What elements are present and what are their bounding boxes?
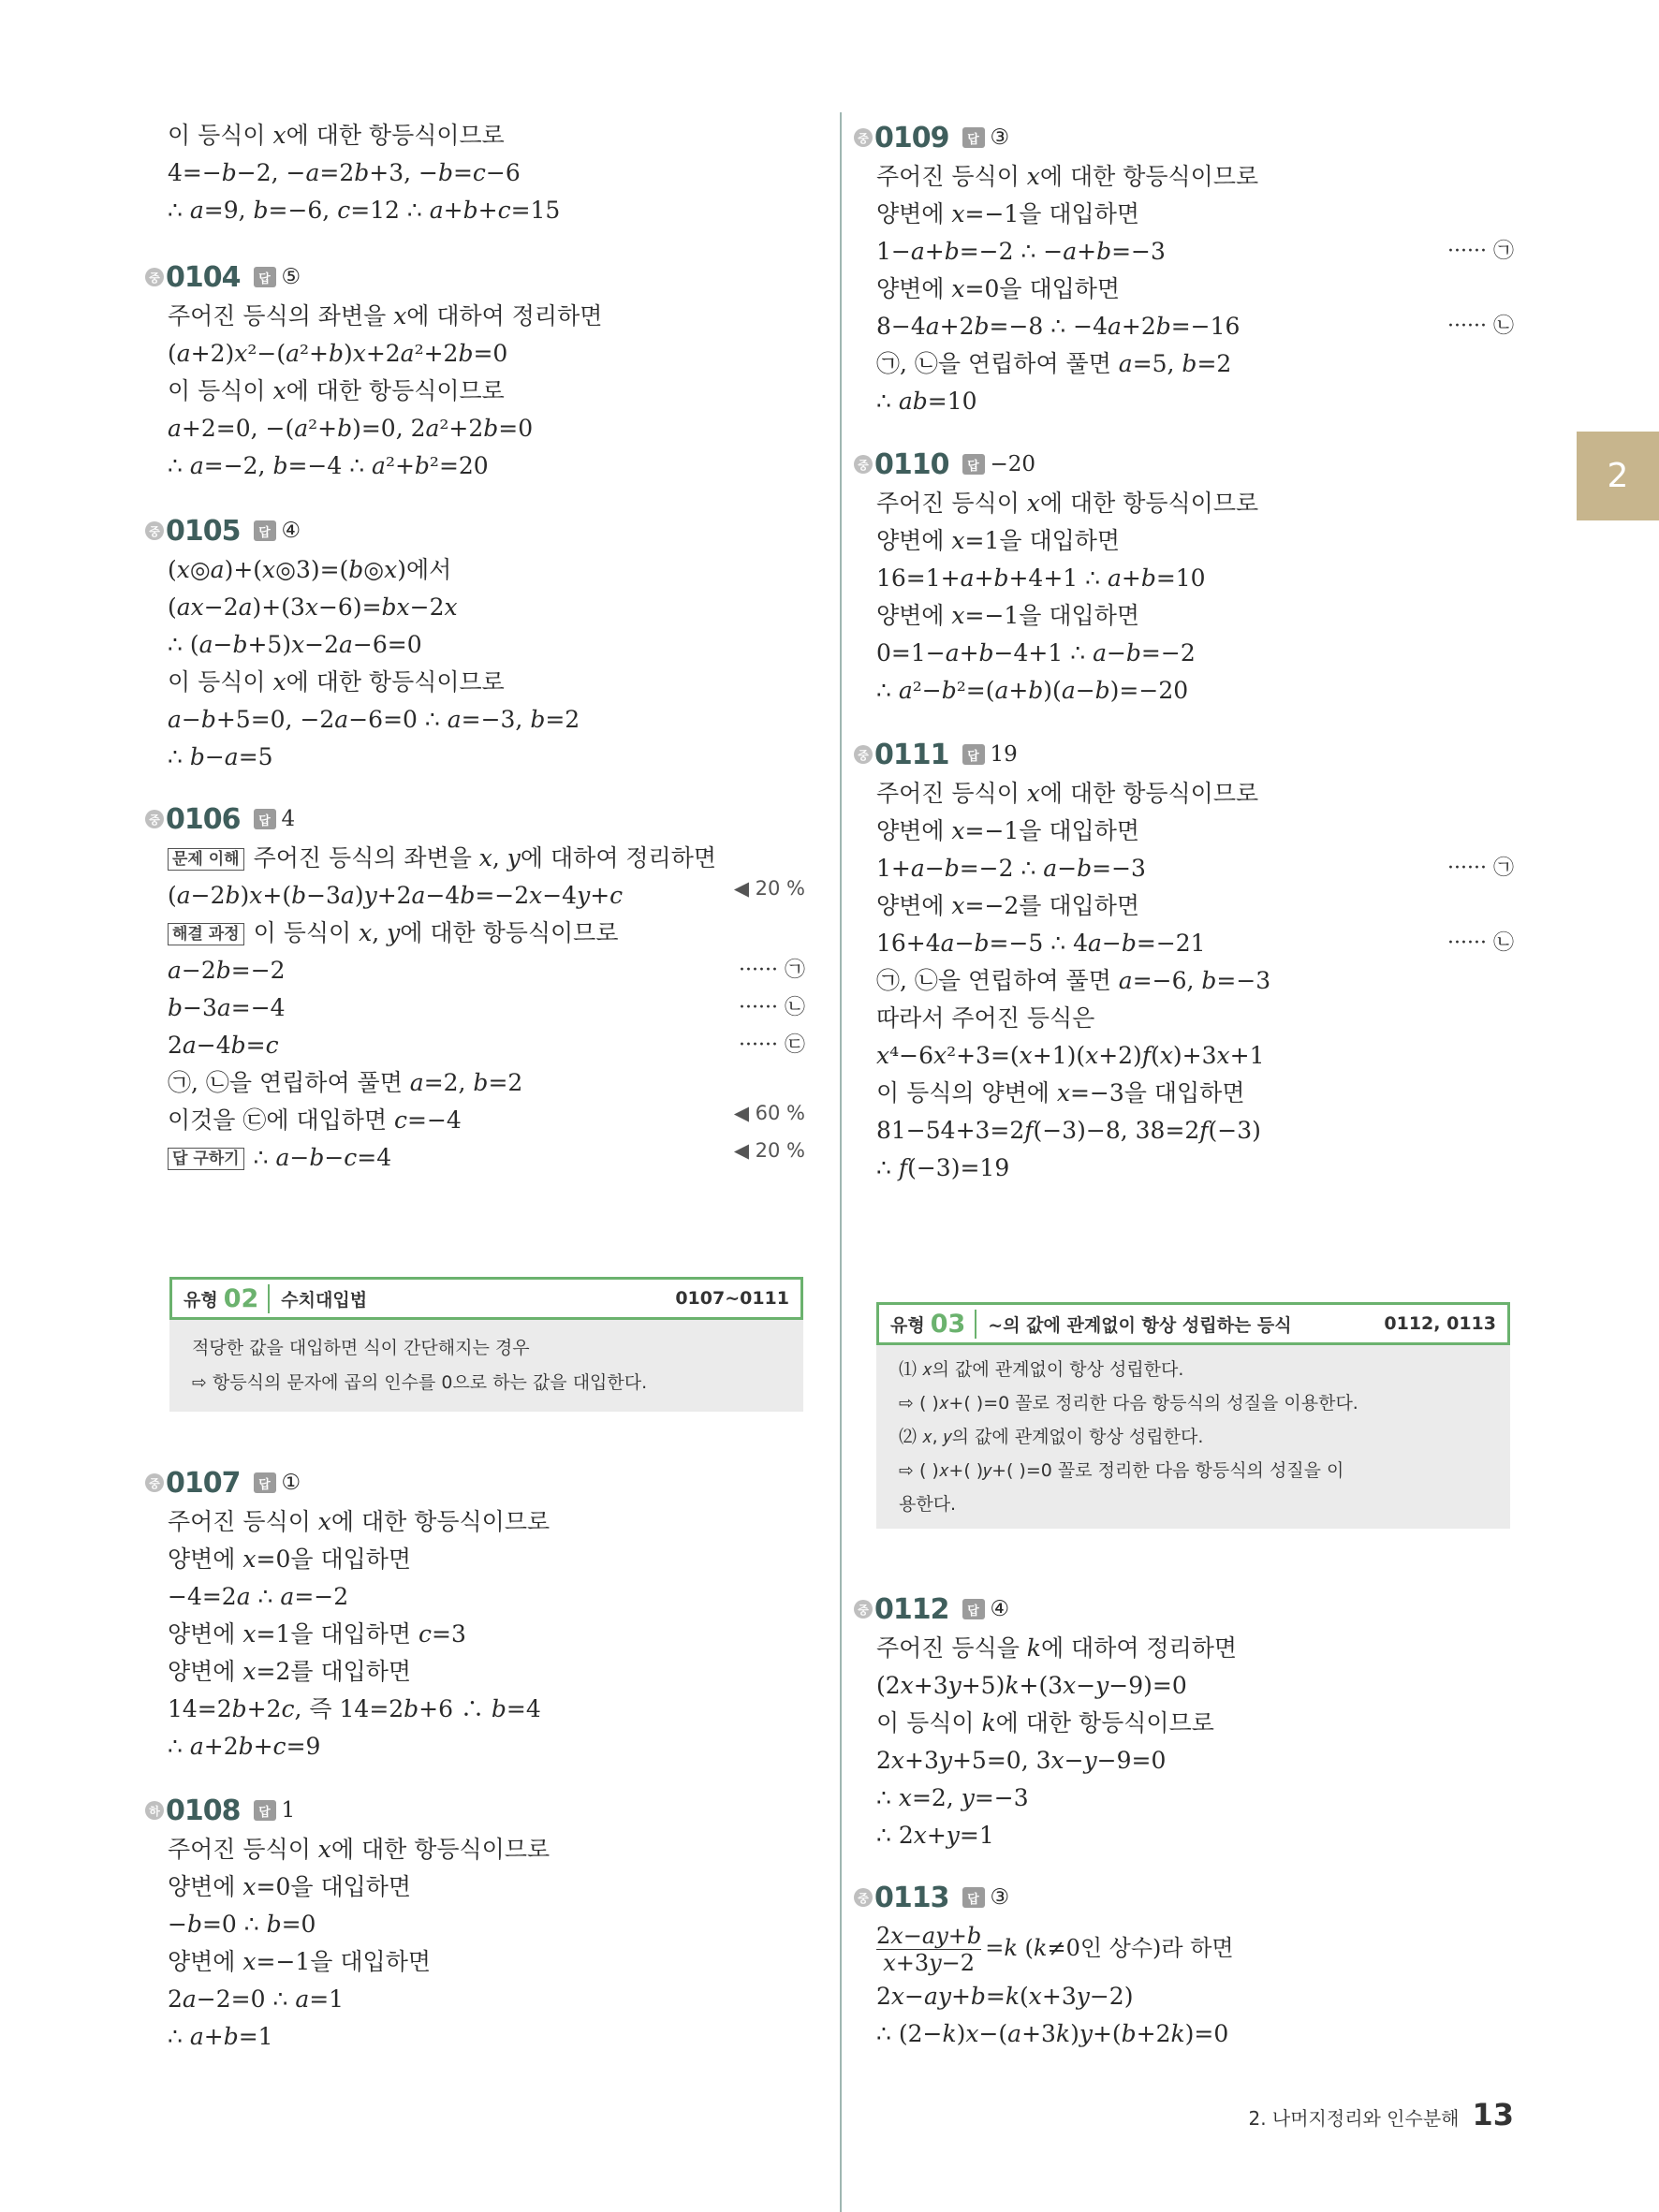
solution-line [145, 840, 805, 877]
solution-line: ∴ 𝑥=2, 𝑦=−3 [876, 1784, 1029, 1811]
solution-line: 양변에 𝑥=1을 대입하면 [876, 527, 1121, 554]
solution-line: ∴ 𝑎+2𝑏+𝑐=9 [168, 1733, 321, 1760]
step-text: (𝑎−2𝑏)𝑥+(𝑏−3𝑎)𝑦+2𝑎−4𝑏=−2𝑥−4𝑦+𝑐 [168, 882, 624, 909]
solution-line: ∴ 𝑎=−2, 𝑏=−4 ∴ 𝑎²+𝑏²=20 [168, 452, 489, 479]
page-number: 13 [1472, 2097, 1514, 2132]
problem-0112 [854, 1589, 1514, 1854]
answer-value: ③ [990, 125, 1010, 150]
solution-line: (𝑎+2)𝑥²−(𝑎²+𝑏)𝑥+2𝑎²+2𝑏=0 [168, 340, 508, 367]
problem-0105 [145, 510, 805, 776]
solution-line: 𝑎−𝑏+5=0, −2𝑎−6=0 ∴ 𝑎=−3, 𝑏=2 [168, 706, 580, 733]
solution-line: 양변에 𝑥=2를 대입하면 [168, 1658, 412, 1685]
answer-value: ④ [281, 519, 301, 543]
problem-number: 0105 [166, 514, 241, 548]
solution-line: 주어진 등식을 𝑘에 대하여 정리하면 [876, 1634, 1238, 1662]
answer-tag: 답 [254, 267, 276, 287]
solution-line: 81−54+3=2𝑓(−3)−8, 38=2𝑓(−3) [876, 1117, 1261, 1144]
solution-line: 0=1−𝑎+𝑏−4+1 ∴ 𝑎−𝑏=−2 [876, 639, 1196, 667]
answer-value: 4 [281, 807, 296, 831]
answer-tag: 답 [962, 1599, 985, 1619]
fraction-denominator: 𝑥+3𝑦−2 [883, 1950, 976, 1976]
solution-line: ∴ (𝑎−𝑏+5)𝑥−2𝑎−6=0 [168, 631, 422, 658]
type-range: 0107~0111 [675, 1288, 789, 1309]
type-body-line: ⇨ 항등식의 문자에 곱의 인수를 0으로 하는 값을 대입한다. [192, 1372, 648, 1393]
column-divider [840, 112, 842, 2212]
problem-number: 0111 [874, 738, 949, 771]
problem-0111 [854, 734, 1514, 1187]
type-number: 03 [931, 1310, 977, 1339]
solution-line: 양변에 𝑥=0을 대입하면 [876, 275, 1121, 302]
solution-line: 14=2𝑏+2𝑐, 즉 14=2𝑏+6 ∴ 𝑏=4 [168, 1695, 541, 1722]
solution-line: 양변에 𝑥=−2를 대입하면 [876, 892, 1139, 919]
difficulty-badge: 중 [145, 268, 164, 286]
answer-tag: 답 [962, 1887, 985, 1908]
solution-line: ∴ 𝑓(−3)=19 [876, 1154, 1010, 1181]
problem-header [145, 798, 805, 840]
problem-header [854, 734, 1514, 775]
difficulty-badge: 중 [145, 521, 164, 540]
problem-number: 0112 [874, 1592, 949, 1626]
type-header [876, 1302, 1510, 1345]
equation-marker: ······ ㉢ [739, 1033, 805, 1057]
solution-line: 2𝑥−𝑎𝑦+𝑏=𝑘(𝑥+3𝑦−2) [876, 1983, 1134, 2010]
type-body-line: ⇨ ( )𝑥+( )𝑦+( )=0 꼴로 정리한 다음 항등식의 성질을 이 [899, 1460, 1344, 1481]
score-percent: ◀ 20 % [733, 877, 805, 900]
type-title: ~의 값에 관계없이 항상 성립하는 등식 [988, 1314, 1292, 1336]
type-body-line: 적당한 값을 대입하면 식이 간단해지는 경우 [192, 1338, 530, 1358]
step-text: 주어진 등식의 좌변을 𝑥, 𝑦에 대하여 정리하면 [253, 844, 717, 872]
solution-line: −𝑏=0 ∴ 𝑏=0 [168, 1911, 316, 1938]
difficulty-badge: 중 [854, 455, 873, 474]
answer-value: ① [281, 1471, 301, 1495]
equation-marker: ······ ㉡ [1447, 315, 1514, 338]
solution-line: 양변에 𝑥=−1을 대입하면 [876, 602, 1139, 629]
solution-line: 이 등식이 𝑥에 대한 항등식이므로 [168, 122, 505, 149]
solution-line [854, 308, 1514, 345]
solution-line [854, 925, 1514, 962]
solution-line: 16=1+𝑎+𝑏+4+1 ∴ 𝑎+𝑏=10 [876, 564, 1206, 592]
problem-0106 [145, 798, 805, 1177]
solution-line [145, 952, 805, 989]
step-text: 𝑏−3𝑎=−4 [168, 994, 286, 1021]
equation-marker: ······ ㉠ [739, 959, 805, 982]
solution-line: 주어진 등식이 𝑥에 대한 항등식이므로 [876, 490, 1259, 517]
solution-line: 주어진 등식이 𝑥에 대한 항등식이므로 [876, 780, 1259, 807]
score-percent: ◀ 20 % [733, 1139, 805, 1162]
solution-line: ∴ 𝑎𝑏=10 [876, 388, 977, 415]
step-label: 문제 이해 [168, 848, 244, 871]
problem-header [145, 1462, 805, 1503]
difficulty-badge: 중 [145, 1473, 164, 1492]
step-text: ∴ 𝑎−𝑏−𝑐=4 [253, 1144, 392, 1171]
solution-line [145, 1139, 805, 1177]
answer-value: 19 [990, 742, 1018, 767]
answer-value: ④ [990, 1597, 1010, 1621]
solution-line: 𝑥⁴−6𝑥²+3=(𝑥+1)(𝑥+2)𝑓(𝑥)+3𝑥+1 [876, 1042, 1265, 1069]
solution-line: 2𝑥+3𝑦+5=0, 3𝑥−𝑦−9=0 [876, 1747, 1167, 1774]
type-body [876, 1345, 1510, 1529]
answer-tag: 답 [962, 127, 985, 148]
difficulty-badge: 중 [854, 1888, 873, 1907]
answer-tag: 답 [254, 1472, 276, 1493]
solution-line [854, 850, 1514, 887]
solution-line: ∴ 𝑎=9, 𝑏=−6, 𝑐=12 ∴ 𝑎+𝑏+𝑐=15 [168, 197, 561, 224]
solution-line: ㉠, ㉡을 연립하여 풀면 𝑎=2, 𝑏=2 [168, 1069, 523, 1096]
solution-line: ∴ 𝑏−𝑎=5 [168, 743, 273, 770]
solution-line: 양변에 𝑥=1을 대입하면 𝑐=3 [168, 1620, 466, 1648]
difficulty-badge: 중 [854, 1600, 873, 1619]
solution-line: ∴ 𝑎²−𝑏²=(𝑎+𝑏)(𝑎−𝑏)=−20 [876, 677, 1189, 704]
problem-number: 0104 [166, 260, 241, 294]
problem-header [145, 256, 805, 298]
solution-line: 주어진 등식이 𝑥에 대한 항등식이므로 [168, 1508, 551, 1535]
solution-line: 이 등식이 𝑘에 대한 항등식이므로 [876, 1709, 1214, 1736]
solution-line [145, 989, 805, 1027]
solution-line: 4=−𝑏−2, −𝑎=2𝑏+3, −𝑏=𝑐−6 [168, 159, 521, 186]
solution-line: 양변에 𝑥=0을 대입하면 [168, 1545, 412, 1573]
problem-0113 [854, 1877, 1514, 2053]
step-text: 1−𝑎+𝑏=−2 ∴ −𝑎+𝑏=−3 [876, 238, 1166, 265]
score-percent: ◀ 60 % [733, 1102, 805, 1124]
problem-0110 [854, 444, 1514, 710]
type-label: 유형 [184, 1289, 218, 1311]
solution-line: ∴ 𝑎+𝑏=1 [168, 2023, 273, 2050]
difficulty-badge: 중 [145, 810, 164, 828]
solution-line: ㉠, ㉡을 연립하여 풀면 𝑎=−6, 𝑏=−3 [876, 967, 1271, 994]
answer-value: ③ [990, 1885, 1010, 1910]
type-03-box [876, 1302, 1510, 1529]
solution-line: 이 등식의 양변에 𝑥=−3을 대입하면 [876, 1079, 1245, 1106]
type-body-line: ⑴ 𝑥의 값에 관계없이 항상 성립한다. [899, 1359, 1184, 1380]
problem-number: 0109 [874, 121, 949, 154]
equation-marker: ······ ㉠ [1447, 857, 1514, 880]
solution-line [145, 915, 805, 952]
solution-line: 𝑎+2=0, −(𝑎²+𝑏)=0, 2𝑎²+2𝑏=0 [168, 415, 534, 442]
problem-0104 [145, 256, 805, 485]
page-footer [1248, 2097, 1514, 2132]
step-text: 1+𝑎−𝑏=−2 ∴ 𝑎−𝑏=−3 [876, 855, 1146, 882]
problem-header [145, 510, 805, 551]
type-header [169, 1277, 803, 1320]
problem-header [854, 1877, 1514, 1918]
solution-line: 주어진 등식이 𝑥에 대한 항등식이므로 [168, 1836, 551, 1863]
chapter-title: 2. 나머지정리와 인수분해 [1248, 2107, 1460, 2130]
solution-line: 따라서 주어진 등식은 [876, 1004, 1095, 1032]
chapter-tab: 2 [1577, 432, 1659, 520]
solution-line: 이 등식이 𝑥에 대한 항등식이므로 [168, 668, 505, 696]
problem-header [854, 444, 1514, 485]
solution-line: 양변에 𝑥=−1을 대입하면 [876, 200, 1139, 227]
step-text: 8−4𝑎+2𝑏=−8 ∴ −4𝑎+2𝑏=−16 [876, 313, 1241, 340]
problem-number: 0107 [166, 1466, 241, 1500]
solution-line: 이 등식이 𝑥에 대한 항등식이므로 [168, 377, 505, 404]
fraction-numerator: 2𝑥−𝑎𝑦+𝑏 [876, 1923, 982, 1949]
step-text: 16+4𝑎−𝑏=−5 ∴ 4𝑎−𝑏=−21 [876, 930, 1206, 957]
continued-solution [145, 117, 805, 229]
type-body-line: 용한다. [899, 1494, 957, 1515]
problem-0107 [145, 1462, 805, 1765]
type-02-box [169, 1277, 803, 1412]
difficulty-badge: 중 [854, 745, 873, 764]
solution-line: (𝑎𝑥−2𝑎)+(3𝑥−6)=𝑏𝑥−2𝑥 [168, 593, 458, 621]
solution-line: 주어진 등식의 좌변을 𝑥에 대하여 정리하면 [168, 302, 603, 330]
step-text: 이 등식이 𝑥, 𝑦에 대한 항등식이므로 [253, 919, 619, 946]
problem-number: 0110 [874, 447, 949, 481]
answer-value: −20 [990, 452, 1036, 476]
equation-marker: ······ ㉡ [739, 996, 805, 1019]
solution-line: 주어진 등식이 𝑥에 대한 항등식이므로 [876, 163, 1259, 190]
step-label: 답 구하기 [168, 1148, 244, 1170]
solution-line: (2𝑥+3𝑦+5)𝑘+(3𝑥−𝑦−9)=0 [876, 1672, 1187, 1699]
step-text: 𝑎−2𝑏=−2 [168, 957, 286, 984]
problem-0109 [854, 117, 1514, 420]
type-title: 수치대입법 [281, 1289, 368, 1311]
solution-line: −4=2𝑎 ∴ 𝑎=−2 [168, 1583, 349, 1610]
solution-line [145, 1027, 805, 1064]
type-body-line: ⑵ 𝑥, 𝑦의 값에 관계없이 항상 성립한다. [899, 1427, 1204, 1447]
solution-line: 양변에 𝑥=0을 대입하면 [168, 1873, 412, 1900]
solution-line [145, 1102, 805, 1139]
solution-line: 양변에 𝑥=−1을 대입하면 [168, 1948, 431, 1975]
step-text: =𝑘 (𝑘≠0인 상수)라 하면 [985, 1935, 1234, 1961]
type-range: 0112, 0113 [1384, 1313, 1496, 1334]
solution-line: (𝑥◎𝑎)+(𝑥◎3)=(𝑏◎𝑥)에서 [168, 556, 452, 583]
type-body-line: ⇨ ( )𝑥+( )=0 꼴로 정리한 다음 항등식의 성질을 이용한다. [899, 1393, 1358, 1414]
type-label: 유형 [890, 1314, 925, 1336]
solution-line: ∴ (2−𝑘)𝑥−(𝑎+3𝑘)𝑦+(𝑏+2𝑘)=0 [876, 2020, 1229, 2047]
problem-number: 0113 [874, 1881, 949, 1914]
answer-tag: 답 [254, 520, 276, 541]
answer-tag: 답 [254, 1800, 276, 1821]
type-body [169, 1320, 803, 1412]
solution-line [145, 877, 805, 915]
answer-tag: 답 [962, 744, 985, 765]
equation-marker: ······ ㉡ [1447, 931, 1514, 955]
problem-header [854, 1589, 1514, 1630]
answer-value: ⑤ [281, 265, 301, 289]
solution-line: 2𝑎−2=0 ∴ 𝑎=1 [168, 1985, 345, 2013]
answer-tag: 답 [962, 454, 985, 475]
step-text: 2𝑎−4𝑏=𝑐 [168, 1032, 279, 1059]
step-text: 이것을 ㉢에 대입하면 𝑐=−4 [168, 1106, 462, 1134]
difficulty-badge: 하 [145, 1801, 164, 1820]
solution-line: 양변에 𝑥=−1을 대입하면 [876, 817, 1139, 844]
problem-number: 0106 [166, 802, 241, 836]
solution-line: ㉠, ㉡을 연립하여 풀면 𝑎=5, 𝑏=2 [876, 350, 1232, 377]
problem-number: 0108 [166, 1794, 241, 1827]
fraction [876, 1923, 981, 1976]
answer-tag: 답 [254, 809, 276, 829]
equation-marker: ······ ㉠ [1447, 240, 1514, 263]
problem-header [145, 1790, 805, 1831]
difficulty-badge: 중 [854, 128, 873, 147]
step-label: 해결 과정 [168, 923, 244, 945]
type-number: 02 [224, 1284, 271, 1313]
solution-line: ∴ 2𝑥+𝑦=1 [876, 1822, 994, 1849]
solution-line [854, 1918, 1514, 1978]
solution-line [854, 233, 1514, 271]
problem-header [854, 117, 1514, 158]
problem-0108 [145, 1790, 805, 2056]
answer-value: 1 [281, 1798, 296, 1823]
